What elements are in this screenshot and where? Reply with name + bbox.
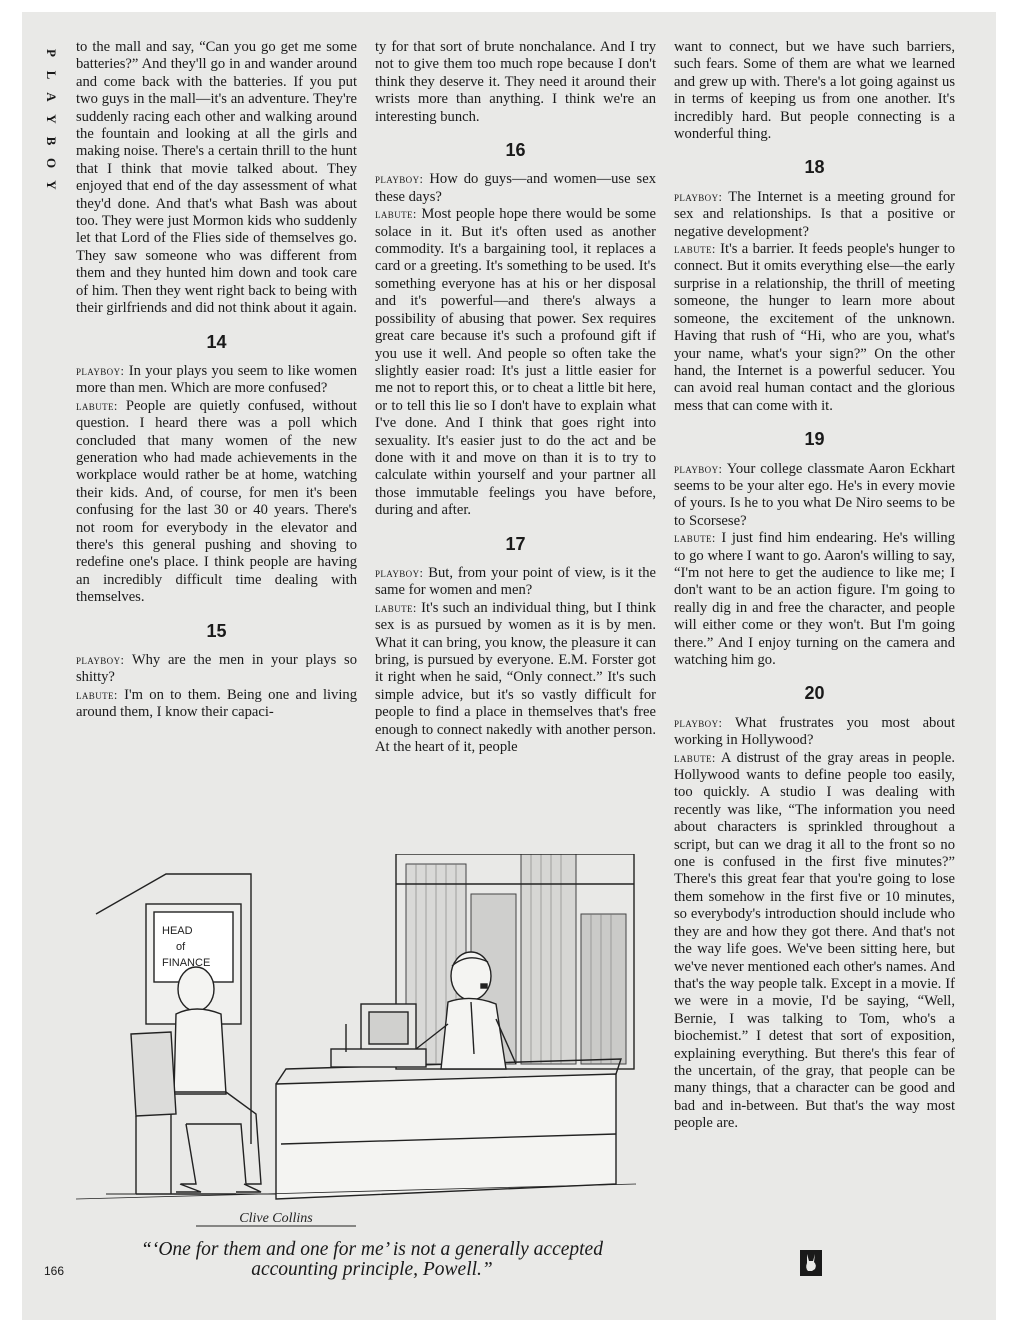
question-number: 18 xyxy=(804,157,825,178)
answer xyxy=(674,241,955,415)
page-number: 166 xyxy=(44,1264,65,1278)
column-2 xyxy=(375,39,656,756)
speaker-label: labute: xyxy=(674,750,716,765)
answer xyxy=(76,687,357,722)
paragraph: ty for that sort of brute nonchalance. And I try not to give them too much rope because I don't think they deserve it. They need it around their wrists more than anything. I think we're an interesting bunch. xyxy=(375,39,656,125)
speaker-label: playboy: xyxy=(674,715,723,730)
column-1 xyxy=(76,39,357,722)
question-number: 15 xyxy=(206,620,227,641)
running-header-letter: L xyxy=(44,70,59,80)
answer xyxy=(375,206,656,519)
answer xyxy=(674,530,955,669)
door-sign-line: HEAD xyxy=(162,925,193,937)
running-header xyxy=(44,42,58,196)
answer-text: I'm on to them. Being one and living around them, I know their capaci- xyxy=(76,686,357,721)
speaker-label: playboy: xyxy=(375,565,424,580)
running-header-letter: A xyxy=(44,92,59,102)
speaker-label: labute: xyxy=(674,242,716,257)
cartoon-illustration xyxy=(76,854,636,1234)
answer xyxy=(375,600,656,757)
question-number: 16 xyxy=(505,140,526,161)
door-sign-line: of xyxy=(176,941,186,953)
answer-text: I just find him endearing. He's willing to go where I want to go. Aaron's willing to say, “I'm not here to get the audience to like me; I don't want to be an action figure. I'm going to really dig in and free the character, and people will either come or they won't. But I'm going there.” And I enjoy turning on the camera and watching him go. xyxy=(674,530,956,668)
question xyxy=(375,171,656,206)
answer-text: People are quietly confused, without question. I heard there was a poll which concluded that many women of the new generation who had made achievements in the workplace would rather be at home, watching their kids. And, of course, for men it's been confusing for the last 30 or 40 years. There's not room for everybody in the elevator and there's this general pushing and shoving to redefine one's place. I think people are having an incredibly difficult time dealing with themselves. xyxy=(76,397,357,606)
question xyxy=(375,565,656,600)
question-text: But, from your point of view, is it the same for women and men? xyxy=(375,564,657,599)
speaker-label: playboy: xyxy=(674,189,723,204)
artist-signature: Clive Collins xyxy=(239,1211,313,1226)
speaker-label: playboy: xyxy=(76,363,125,378)
speaker-label: labute: xyxy=(674,531,716,546)
question xyxy=(674,189,955,241)
caption-line: accounting principle, Powell.” xyxy=(251,1259,493,1280)
door-sign-line: FINANCE xyxy=(162,957,211,969)
question-text: Why are the men in your plays so shitty? xyxy=(76,652,358,686)
question xyxy=(76,652,357,687)
question-number: 20 xyxy=(804,683,825,704)
speaker-label: labute: xyxy=(375,207,417,222)
paragraph: to the mall and say, “Can you go get me some batteries?” And they'll go in and wander around and come back with the batteries. If you put two guys in the mall—it's an adventure. They're suddenly racing each other and walking around the fountain and looking at all the girls and making noise. There's a certain thrill to the hunt that I think that movie talked about. They enjoyed that end of the day assessment of what they'd done. And that's what Bash was about too. They were just Mormon kids who suddenly let that Lord of the Flies side of themselves go. They saw someone who was different from them and they hunted him down and took care of him. Then they went right back to being with their girlfriends and did not think about it again. xyxy=(76,39,357,317)
speaker-label: playboy: xyxy=(674,461,723,476)
answer-text: It's such an individual thing, but I think sex is as pursued by women as it is by men. What it can bring, you know, the pleasure it can bring, is pursued by everyone. E.M. Forster got it right when he said, “Only connect.” It's such simple advice, but it's so vastly difficult for people to find a place in themselves that's free enough to connect nakedly with another person. At the heart of it, people xyxy=(375,599,656,756)
question-number: 19 xyxy=(804,429,825,450)
question-number: 14 xyxy=(206,331,227,352)
answer-text: It's a barrier. It feeds people's hunger to connect. But it omits everything else—the early surprise in a relationship, the thrill of meeting someone, the hunger to learn more about someone, the excitement of the unknown. Having that rush of “Hi, who are you, what's your name, what's your sign?” On the other hand, the Internet is a powerful seducer. You can avoid real human contact and the glorious mess that can come with it. xyxy=(674,241,955,414)
magazine-page xyxy=(22,12,996,1320)
question-number: 17 xyxy=(505,533,526,554)
answer-text: A distrust of the gray areas in people. Hollywood wants to define people too easily, too quickly. A studio I was dealing with recently was like, “The information you need about characters is sprinkled throughout a script, but can we drag it all to the front so no one is confused in the first five minutes?” There's this great fear that you're going to lose them somehow in the first five or 10 minutes, so everybody's introduction should include who they are and how they got there. And that's not the way life goes. We've been sitting here, but we've never mentioned each other's names. And that's the way people talk. Except in a movie. If we were in a movie, I'd be saying, “Well, Bernie, I was talking to Tom, who's a biochemist.” I detest that sort of exposition, explaining everything. But there's this fear of the uncertain, of the gray, that people can be many things, that a character can be good and bad and in-between. But that's the way most people are. xyxy=(674,749,955,1132)
cartoon-caption xyxy=(112,1240,632,1280)
question-text: The Internet is a meeting ground for sex and relationships. Is that a positive or negative development? xyxy=(674,188,955,240)
question-text: In your plays you seem to like women more than men. Which are more confused? xyxy=(76,362,357,397)
speaker-label: labute: xyxy=(375,600,417,615)
paragraph: want to connect, but we have such barriers, such fears. Some of them are what we learned and grew up with. There's a lot going against us in terms of keeping us from one another. It's incredibly hard. But people connecting is a wonderful thing. xyxy=(674,39,955,143)
speaker-label: labute: xyxy=(76,398,118,413)
speaker-label: playboy: xyxy=(375,172,424,187)
answer-text: Most people hope there would be some solace in it. But it's often used as another commodity. It's a bargaining tool, it replaces a card or a greeting. It's something to be used. It's something everyone has at his or her disposal and it's powerful—and there's always a possibility of abusing that power. Sex requires great care because it's such a profound gift if you use it well. And people so often take the slightly easier road: It's just a little easier for me not to report this, or to cheat a little bit here, or to tell this lie so I don't have to explain what I've done. And I think that goes right into sexuality. It's easier just to do the act and be done with it and move on than it is to try to calculate within yourself and your partner all those immutable feelings you have before, during and after. xyxy=(375,206,656,519)
answer xyxy=(76,398,357,607)
running-header-letter: Y xyxy=(44,114,59,124)
question-text: Your college classmate Aaron Eckhart seems to be your alter ego. He's in every movie of yours. Is he to you what De Niro seems to be to Scorsese? xyxy=(674,460,956,529)
running-header-letter: O xyxy=(44,157,59,169)
question xyxy=(76,363,357,398)
running-header-letter: B xyxy=(44,136,59,146)
running-header-letter: P xyxy=(44,49,59,57)
question-text: What frustrates you most about working in Hollywood? xyxy=(674,714,955,749)
rabbit-logo-icon xyxy=(800,1250,822,1276)
column-3 xyxy=(674,39,955,1133)
speaker-label: playboy: xyxy=(76,653,125,667)
question xyxy=(674,715,955,750)
running-header-letter: Y xyxy=(44,180,59,190)
speaker-label: labute: xyxy=(76,687,118,702)
question xyxy=(674,461,955,531)
caption-line: “‘One for them and one for me’ is not a generally accepted xyxy=(141,1239,603,1260)
answer xyxy=(674,750,955,1133)
question-text: How do guys—and women—use sex these days? xyxy=(375,171,656,205)
